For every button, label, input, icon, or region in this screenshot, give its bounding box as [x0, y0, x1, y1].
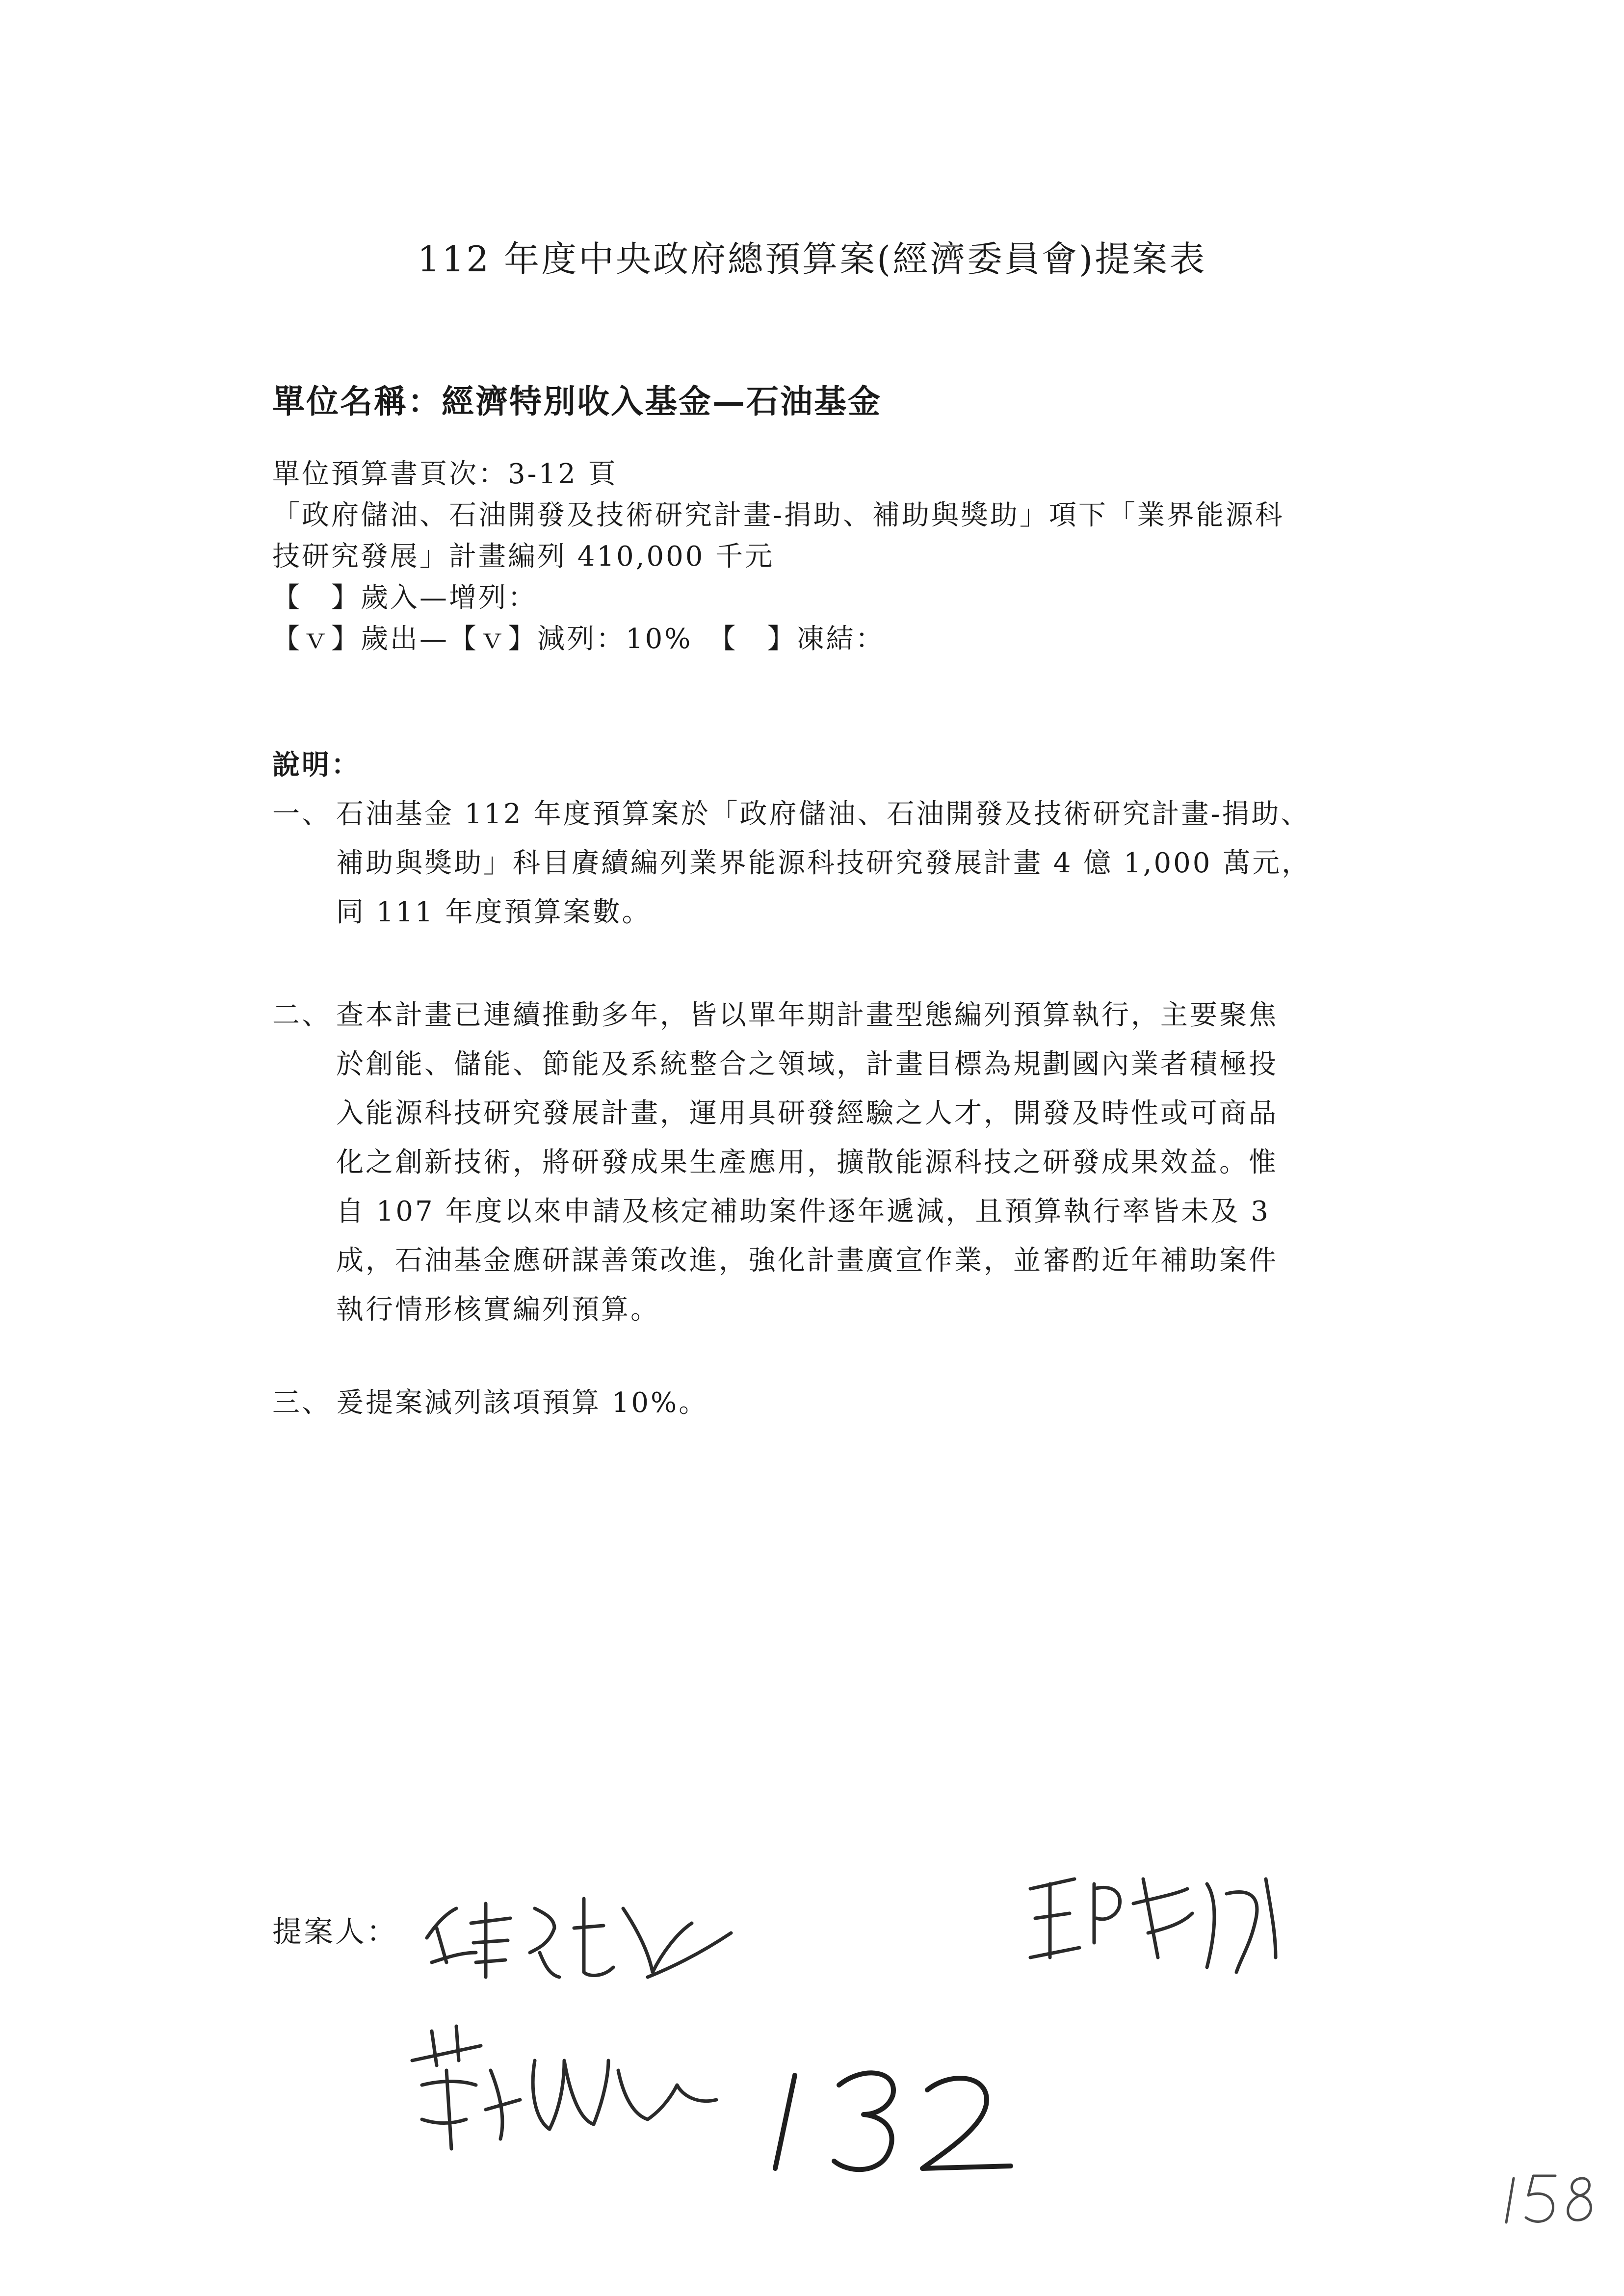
- item-line: 於創能、儲能、節能及系統整合之領域，計畫目標為規劃國內業者積極投: [336, 1048, 1278, 1080]
- handwritten-number-132: [756, 2056, 1030, 2185]
- signature-2: [1021, 1859, 1295, 1982]
- item-body: [336, 790, 1381, 937]
- explain-item-2: [272, 991, 1381, 1334]
- item-line: 同 111 年度預算案數。: [336, 896, 652, 928]
- info-line-expenditure: 【ｖ】歲出—【ｖ】減列：10% 【 】凍結：: [272, 623, 885, 655]
- explain-heading: 說明：: [272, 749, 361, 781]
- info-line-amount: 技研究發展」計畫編列 410,000 千元: [272, 541, 775, 573]
- signature-1: [417, 1879, 741, 1992]
- item-line: 查本計畫已連續推動多年，皆以單年期計畫型態編列預算執行，主要聚焦: [336, 999, 1278, 1031]
- item-line: 自 107 年度以來申請及核定補助案件逐年遞減，且預算執行率皆未及 3: [336, 1196, 1270, 1227]
- explain-item-1: [272, 790, 1381, 937]
- info-line-revenue: 【 】歲入—增列：: [272, 582, 537, 614]
- item-line: 化之創新技術，將研發成果生產應用，擴散能源科技之研發成果效益。惟: [336, 1147, 1278, 1178]
- item-line: 執行情形核實編列預算。: [336, 1294, 660, 1326]
- info-line-page: 單位預算書頁次：3-12 頁: [272, 458, 618, 490]
- item-line: 成，石油基金應研謀善策改進，強化計畫廣宣作業，並審酌近年補助案件: [336, 1245, 1278, 1277]
- info-line-plan: 「政府儲油、石油開發及技術研究計畫-捐助、補助與獎助」項下「業界能源科: [272, 499, 1284, 531]
- item-line: 石油基金 112 年度預算案於「政府儲油、石油開發及技術研究計畫-捐助、: [336, 798, 1310, 830]
- explain-item-3: [272, 1379, 1381, 1428]
- page-title: 112 年度中央政府總預算案(經濟委員會)提案表: [417, 238, 1207, 280]
- item-body: [336, 1379, 1381, 1428]
- item-line: 入能源科技研究發展計畫，運用具研發經驗之人才，開發及時性或可商品: [336, 1097, 1278, 1129]
- signature-3: [402, 2011, 736, 2159]
- item-number: 三、: [272, 1387, 331, 1419]
- item-line: 補助與獎助」科目賡續編列業界能源科技研究發展計畫 4 億 1,000 萬元，: [336, 847, 1311, 879]
- unit-name: 單位名稱：經濟特別收入基金—石油基金: [272, 382, 882, 420]
- proposer-label: 提案人：: [272, 1915, 398, 1949]
- item-number: 一、: [272, 798, 331, 830]
- item-body: [336, 991, 1381, 1334]
- item-line: 爰提案減列該項預算 10%。: [336, 1387, 708, 1419]
- info-block: [272, 454, 1401, 660]
- handwritten-number-158: [1496, 2168, 1604, 2234]
- item-number: 二、: [272, 999, 331, 1031]
